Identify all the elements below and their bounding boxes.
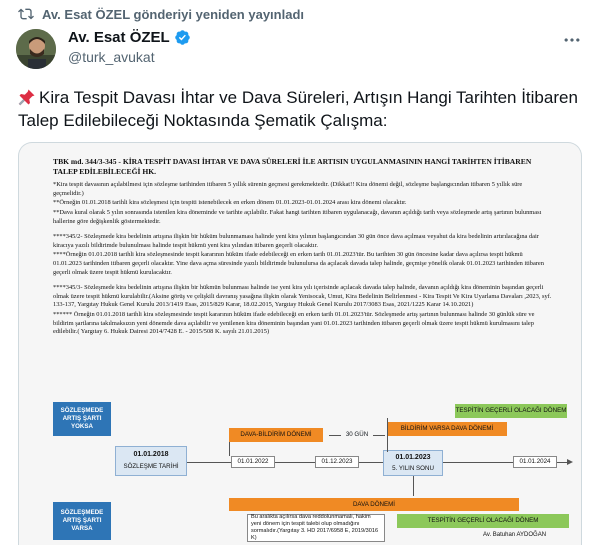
date-2024: 01.01.2024 [513,456,557,468]
notice-period-bar: DAVA-BİLDİRİM DÖNEMİ [229,428,323,442]
document-paragraph: **Dava kural olarak 5 yılın sonrasında istenilen kira döneminde ve tarihte açılabilir. Fakat hangi tarihten itibaren uygulanacağı, davanın açıldığı tarih veya sözleşmede artış şartının bulunması hallerine göre değişkenlik göstermektedir. [53,208,542,225]
timeline-diagram [53,402,573,542]
marker-line [413,476,414,496]
avatar-image [16,29,56,69]
tweet-image[interactable] [18,142,582,545]
retweet-icon [18,6,34,22]
avatar[interactable] [16,29,56,69]
document-paragraph: *Kira tespit davasının açılabilmesi için sözleşme tarihinden itibaren 5 yıllık sürenin geçmesi gerekmektedir. (Dikkat!! Kira dönemi değil, sözleşme başlangıcından itibaren 5 yıllık süre geçmelidir.) [53,181,523,197]
retweet-text: Av. Esat ÖZEL gönderiyi yeniden yayınladı [42,6,304,22]
marker-line [229,442,230,456]
timeline-arrow-icon [567,459,573,465]
contract-date-label: SÖZLEŞME TARİHİ [123,463,179,470]
no-clause-label: SÖZLEŞMEDE ARTIŞ ŞARTI YOKSA [53,402,111,436]
document-paragraph: ****** Örneğin 01.01.2018 tarihli kira sözleşmesinde tespit kararının hüküm ifade edebileceği en erken tarih 01.01.2023'tür. Sözleşmede artış şartının bulunması halinde 30 günlük süre ve bildirim şartlarına takılmaksızın yeni dönemde dava açılabilir ve yenilenen kira döneminin başından yani 01.01.2023 tarihinden itibaren geçerli olmak üzere tespit hükmü kurulmasını talep edilebilir.( Yargıtay 6. Hukuk Dairesi 2014/7428 E. - 2015/508 K. sayılı 21.01.2015) [53,310,535,336]
contract-date: 01.01.2018 [133,451,169,458]
author-name[interactable]: Av. Esat ÖZEL [68,29,170,46]
thirty-days-label: 30 GÜN [341,429,373,441]
more-options-icon[interactable] [562,30,582,50]
document-paragraph: ****345/3- Sözleşmede kira bedelinin artışına ilişkin bir hükmün bulunması halinde ise yeni kira yılı içerisinde açılacak davada talep halinde, davanın açıldığı kira döneminin başından geçerli olmak üzere tespit hükmü kurulabilir.(Aksine görüş ve çelişkili davranış yasağına ilişkin olarak Yenisocak, Umut, Kira Bedelinin Belirlenmesi - Kira Tespit Ve Kira Uyarlama Davaları ,2023, syf. 133-137, Yargıtay Hukuk Genel Kurulu 2013/1419 Esas, 2015/829 Karar, 18.02.2015, Yargıtay Hukuk Genel Kurulu 2017/3083 Esas, 2021/1225 Karar 14.10.2021) [53,284,552,309]
verified-badge-icon [174,29,191,46]
marker-line [387,418,388,452]
notice-valid-bar: BİLDİRİM VARSA DAVA DÖNEMİ [387,422,507,436]
signature: Av. Batuhan AYDOĞAN [483,532,547,538]
year5-date: 01.01.2023 [395,453,431,461]
tweet-text [18,86,588,132]
tweet-body: Kira Tespit Davası İhtar ve Dava Süreleri, Artışın Hangi Tarihten İtibaren Talep Edilebileceği Noktasında Şematik Çalışma: [18,88,578,130]
year5-box [383,450,443,476]
date-dec-2023: 01.12.2023 [315,456,359,468]
lawsuit-period-bar: DAVA DÖNEMİ [229,498,519,511]
determination-top-bar: TESPİTİN GEÇERLİ OLACAĞI DÖNEM [455,404,567,418]
document-text [53,157,553,338]
author-block [68,29,191,65]
retweet-indicator[interactable] [18,6,304,22]
document-paragraph: **Örneğin 01.01.2018 tarihli kira sözleşmesi için tespiti istenebilecek en erken dönem 01.01.2023-01.01.2024 arası kira dönemi olacaktır. [53,199,407,207]
pushpin-icon [18,88,36,106]
document-paragraph: ****Örneğin 01.01.2018 tarihli kira sözleşmesinde tespit kararının hüküm ifade edebileceği en erken tarih 01.01.2023'tür. Bu tarihten 30 gün öncesine kadar dava açılırsa tespit hükmü 01.01.2023 tarihinden itibaren geçerli olacaktır. Yine dava açma süresinde yazılı bildirimde bulunulursa da açılacak davada talep halinde, geçmişe yönelik olarak 01.01.2023 tarihinden itibaren geçerli olmak üzere tespit hükmü kurulacaktır. [53,251,544,276]
year5-label: 5. YILIN SONU [392,464,434,472]
date-2022: 01.01.2022 [231,456,275,468]
with-clause-label: SÖZLEŞMEDE ARTIŞ ŞARTI VARSA [53,502,111,540]
note-box: Bu aralıkta açılırsa dava reddolunmamalı, hakim yeni dönem için tespit talebi olup olmadığını sormalıdır.(Yargıtay 3. HD 2017/6958 E, 2019/3016 K) [247,514,385,542]
contract-date-box [115,446,187,476]
author-handle[interactable]: @turk_avukat [68,49,155,65]
document-paragraph: ****345/2- Sözleşmede kira bedelinin artışına ilişkin bir hüküm bulunmaması halinde yeni kira yılının başlangıcından 30 gün önce dava açılması veyahut da kira bedelinin artırılacağına dair kiracıya yazılı bildirimde bulunulması halinde tespit hükmü yeni kira yılından itibaren geçerli olacaktır. [53,233,539,249]
determination-bottom-bar: TESPİTİN GEÇERLİ OLACAĞI DÖNEM [397,514,569,528]
document-title: TBK md. 344/3-345 - KİRA TESPİT DAVASI İHTAR VE DAVA SÜRELERİ İLE ARTISIN UYGULANMASININ HANGİ TARİHTEN İTİBAREN TALEP EDİLEBİLECEĞİ HK. [53,157,532,176]
